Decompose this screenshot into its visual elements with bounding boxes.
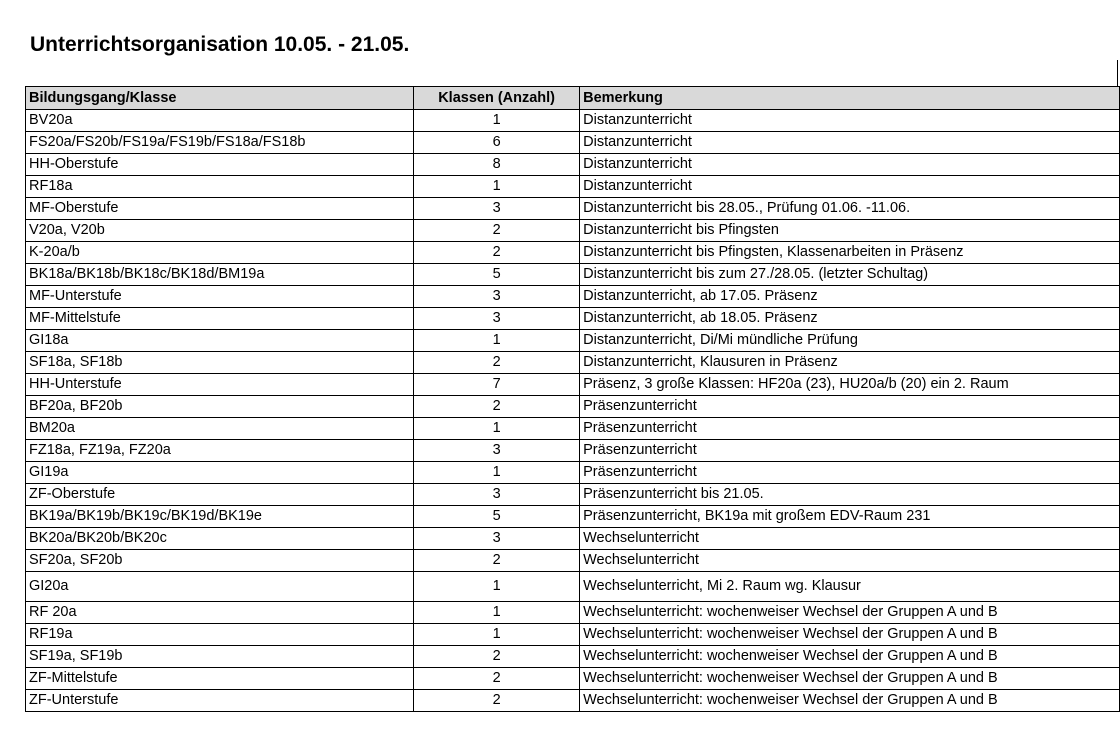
table-row bbox=[26, 308, 1120, 330]
cell-anzahl: 5 bbox=[414, 506, 580, 528]
cell-anzahl: 3 bbox=[414, 484, 580, 506]
cell-anzahl: 7 bbox=[414, 374, 580, 396]
cell-klasse: MF-Unterstufe bbox=[26, 286, 414, 308]
cell-anzahl: 1 bbox=[414, 330, 580, 352]
cell-anzahl: 3 bbox=[414, 528, 580, 550]
cell-klasse: HH-Unterstufe bbox=[26, 374, 414, 396]
table-row bbox=[26, 154, 1120, 176]
cell-anzahl: 1 bbox=[414, 176, 580, 198]
table-row bbox=[26, 132, 1120, 154]
cell-bemerkung: Distanzunterricht bis Pfingsten bbox=[580, 220, 1120, 242]
cell-bemerkung: Präsenz, 3 große Klassen: HF20a (23), HU20a/b (20) ein 2. Raum bbox=[580, 374, 1120, 396]
cell-klasse: SF18a, SF18b bbox=[26, 352, 414, 374]
cell-klasse: K-20a/b bbox=[26, 242, 414, 264]
cell-klasse: SF20a, SF20b bbox=[26, 550, 414, 572]
table-row bbox=[26, 110, 1120, 132]
cell-klasse: MF-Oberstufe bbox=[26, 198, 414, 220]
cell-bemerkung: Distanzunterricht, Klausuren in Präsenz bbox=[580, 352, 1120, 374]
cell-anzahl: 1 bbox=[414, 624, 580, 646]
table-row bbox=[26, 668, 1120, 690]
table-row bbox=[26, 462, 1120, 484]
cell-bemerkung: Präsenzunterricht bbox=[580, 418, 1120, 440]
cell-bemerkung: Wechselunterricht: wochenweiser Wechsel der Gruppen A und B bbox=[580, 646, 1120, 668]
table-row bbox=[26, 286, 1120, 308]
cell-klasse: GI18a bbox=[26, 330, 414, 352]
cell-bemerkung: Präsenzunterricht, BK19a mit großem EDV-Raum 231 bbox=[580, 506, 1120, 528]
cell-bemerkung: Wechselunterricht, Mi 2. Raum wg. Klausur bbox=[580, 572, 1120, 602]
cell-klasse: RF 20a bbox=[26, 602, 414, 624]
table-row bbox=[26, 528, 1120, 550]
cell-klasse: BK18a/BK18b/BK18c/BK18d/BM19a bbox=[26, 264, 414, 286]
cell-bemerkung: Wechselunterricht: wochenweiser Wechsel der Gruppen A und B bbox=[580, 602, 1120, 624]
table-row bbox=[26, 624, 1120, 646]
cell-klasse: SF19a, SF19b bbox=[26, 646, 414, 668]
cell-bemerkung: Distanzunterricht, ab 17.05. Präsenz bbox=[580, 286, 1120, 308]
table-row bbox=[26, 484, 1120, 506]
cell-bemerkung: Wechselunterricht bbox=[580, 550, 1120, 572]
table-row bbox=[26, 352, 1120, 374]
cell-bemerkung: Distanzunterricht bbox=[580, 176, 1120, 198]
cell-klasse: BV20a bbox=[26, 110, 414, 132]
cell-bemerkung: Präsenzunterricht bbox=[580, 440, 1120, 462]
table-row bbox=[26, 440, 1120, 462]
cell-anzahl: 3 bbox=[414, 198, 580, 220]
cell-bemerkung: Distanzunterricht, Di/Mi mündliche Prüfung bbox=[580, 330, 1120, 352]
cell-klasse: RF19a bbox=[26, 624, 414, 646]
cell-anzahl: 1 bbox=[414, 418, 580, 440]
cell-anzahl: 2 bbox=[414, 690, 580, 712]
cell-klasse: HH-Oberstufe bbox=[26, 154, 414, 176]
class-table bbox=[25, 86, 1120, 712]
cell-bemerkung: Präsenzunterricht bis 21.05. bbox=[580, 484, 1120, 506]
cell-bemerkung: Distanzunterricht bbox=[580, 132, 1120, 154]
cell-anzahl: 3 bbox=[414, 308, 580, 330]
header-row bbox=[26, 87, 1120, 110]
cell-anzahl: 2 bbox=[414, 668, 580, 690]
cell-klasse: BM20a bbox=[26, 418, 414, 440]
cell-bemerkung: Wechselunterricht bbox=[580, 528, 1120, 550]
table-row bbox=[26, 690, 1120, 712]
table-row bbox=[26, 506, 1120, 528]
cell-bemerkung: Distanzunterricht bbox=[580, 110, 1120, 132]
cell-klasse: ZF-Unterstufe bbox=[26, 690, 414, 712]
table-row bbox=[26, 220, 1120, 242]
cell-anzahl: 8 bbox=[414, 154, 580, 176]
cell-klasse: RF18a bbox=[26, 176, 414, 198]
table-row bbox=[26, 572, 1120, 602]
table-row bbox=[26, 550, 1120, 572]
cell-bemerkung: Distanzunterricht bis Pfingsten, Klassenarbeiten in Präsenz bbox=[580, 242, 1120, 264]
table-row bbox=[26, 418, 1120, 440]
cell-klasse: MF-Mittelstufe bbox=[26, 308, 414, 330]
cell-anzahl: 2 bbox=[414, 220, 580, 242]
cell-bemerkung: Distanzunterricht bis zum 27./28.05. (letzter Schultag) bbox=[580, 264, 1120, 286]
cell-klasse: FZ18a, FZ19a, FZ20a bbox=[26, 440, 414, 462]
table-row bbox=[26, 602, 1120, 624]
cell-klasse: BK19a/BK19b/BK19c/BK19d/BK19e bbox=[26, 506, 414, 528]
cell-bemerkung: Wechselunterricht: wochenweiser Wechsel der Gruppen A und B bbox=[580, 624, 1120, 646]
page-title: Unterrichtsorganisation 10.05. - 21.05. bbox=[30, 33, 410, 56]
table-row bbox=[26, 374, 1120, 396]
cell-anzahl: 1 bbox=[414, 572, 580, 602]
cell-bemerkung: Wechselunterricht: wochenweiser Wechsel der Gruppen A und B bbox=[580, 690, 1120, 712]
cell-anzahl: 5 bbox=[414, 264, 580, 286]
cell-anzahl: 1 bbox=[414, 462, 580, 484]
cell-anzahl: 1 bbox=[414, 110, 580, 132]
cell-anzahl: 3 bbox=[414, 286, 580, 308]
cell-anzahl: 2 bbox=[414, 242, 580, 264]
cell-anzahl: 2 bbox=[414, 646, 580, 668]
cell-bemerkung: Präsenzunterricht bbox=[580, 462, 1120, 484]
table-row bbox=[26, 646, 1120, 668]
table-row bbox=[26, 176, 1120, 198]
cell-klasse: BK20a/BK20b/BK20c bbox=[26, 528, 414, 550]
cell-anzahl: 1 bbox=[414, 602, 580, 624]
header-klasse: Bildungsgang/Klasse bbox=[26, 87, 414, 110]
table-row bbox=[26, 242, 1120, 264]
header-anzahl: Klassen (Anzahl) bbox=[414, 87, 580, 110]
header-bemerkung: Bemerkung bbox=[580, 87, 1120, 110]
cell-bemerkung: Präsenzunterricht bbox=[580, 396, 1120, 418]
cell-klasse: GI19a bbox=[26, 462, 414, 484]
cell-border-fragment bbox=[1117, 60, 1118, 86]
cell-bemerkung: Wechselunterricht: wochenweiser Wechsel der Gruppen A und B bbox=[580, 668, 1120, 690]
table-row bbox=[26, 396, 1120, 418]
cell-bemerkung: Distanzunterricht, ab 18.05. Präsenz bbox=[580, 308, 1120, 330]
cell-anzahl: 3 bbox=[414, 440, 580, 462]
table-row bbox=[26, 264, 1120, 286]
cell-klasse: FS20a/FS20b/FS19a/FS19b/FS18a/FS18b bbox=[26, 132, 414, 154]
cell-klasse: ZF-Oberstufe bbox=[26, 484, 414, 506]
cell-bemerkung: Distanzunterricht bbox=[580, 154, 1120, 176]
cell-anzahl: 6 bbox=[414, 132, 580, 154]
cell-anzahl: 2 bbox=[414, 352, 580, 374]
cell-klasse: V20a, V20b bbox=[26, 220, 414, 242]
table-row bbox=[26, 198, 1120, 220]
cell-anzahl: 2 bbox=[414, 550, 580, 572]
cell-anzahl: 2 bbox=[414, 396, 580, 418]
cell-klasse: ZF-Mittelstufe bbox=[26, 668, 414, 690]
cell-bemerkung: Distanzunterricht bis 28.05., Prüfung 01.06. -11.06. bbox=[580, 198, 1120, 220]
table-row bbox=[26, 330, 1120, 352]
cell-klasse: GI20a bbox=[26, 572, 414, 602]
cell-klasse: BF20a, BF20b bbox=[26, 396, 414, 418]
